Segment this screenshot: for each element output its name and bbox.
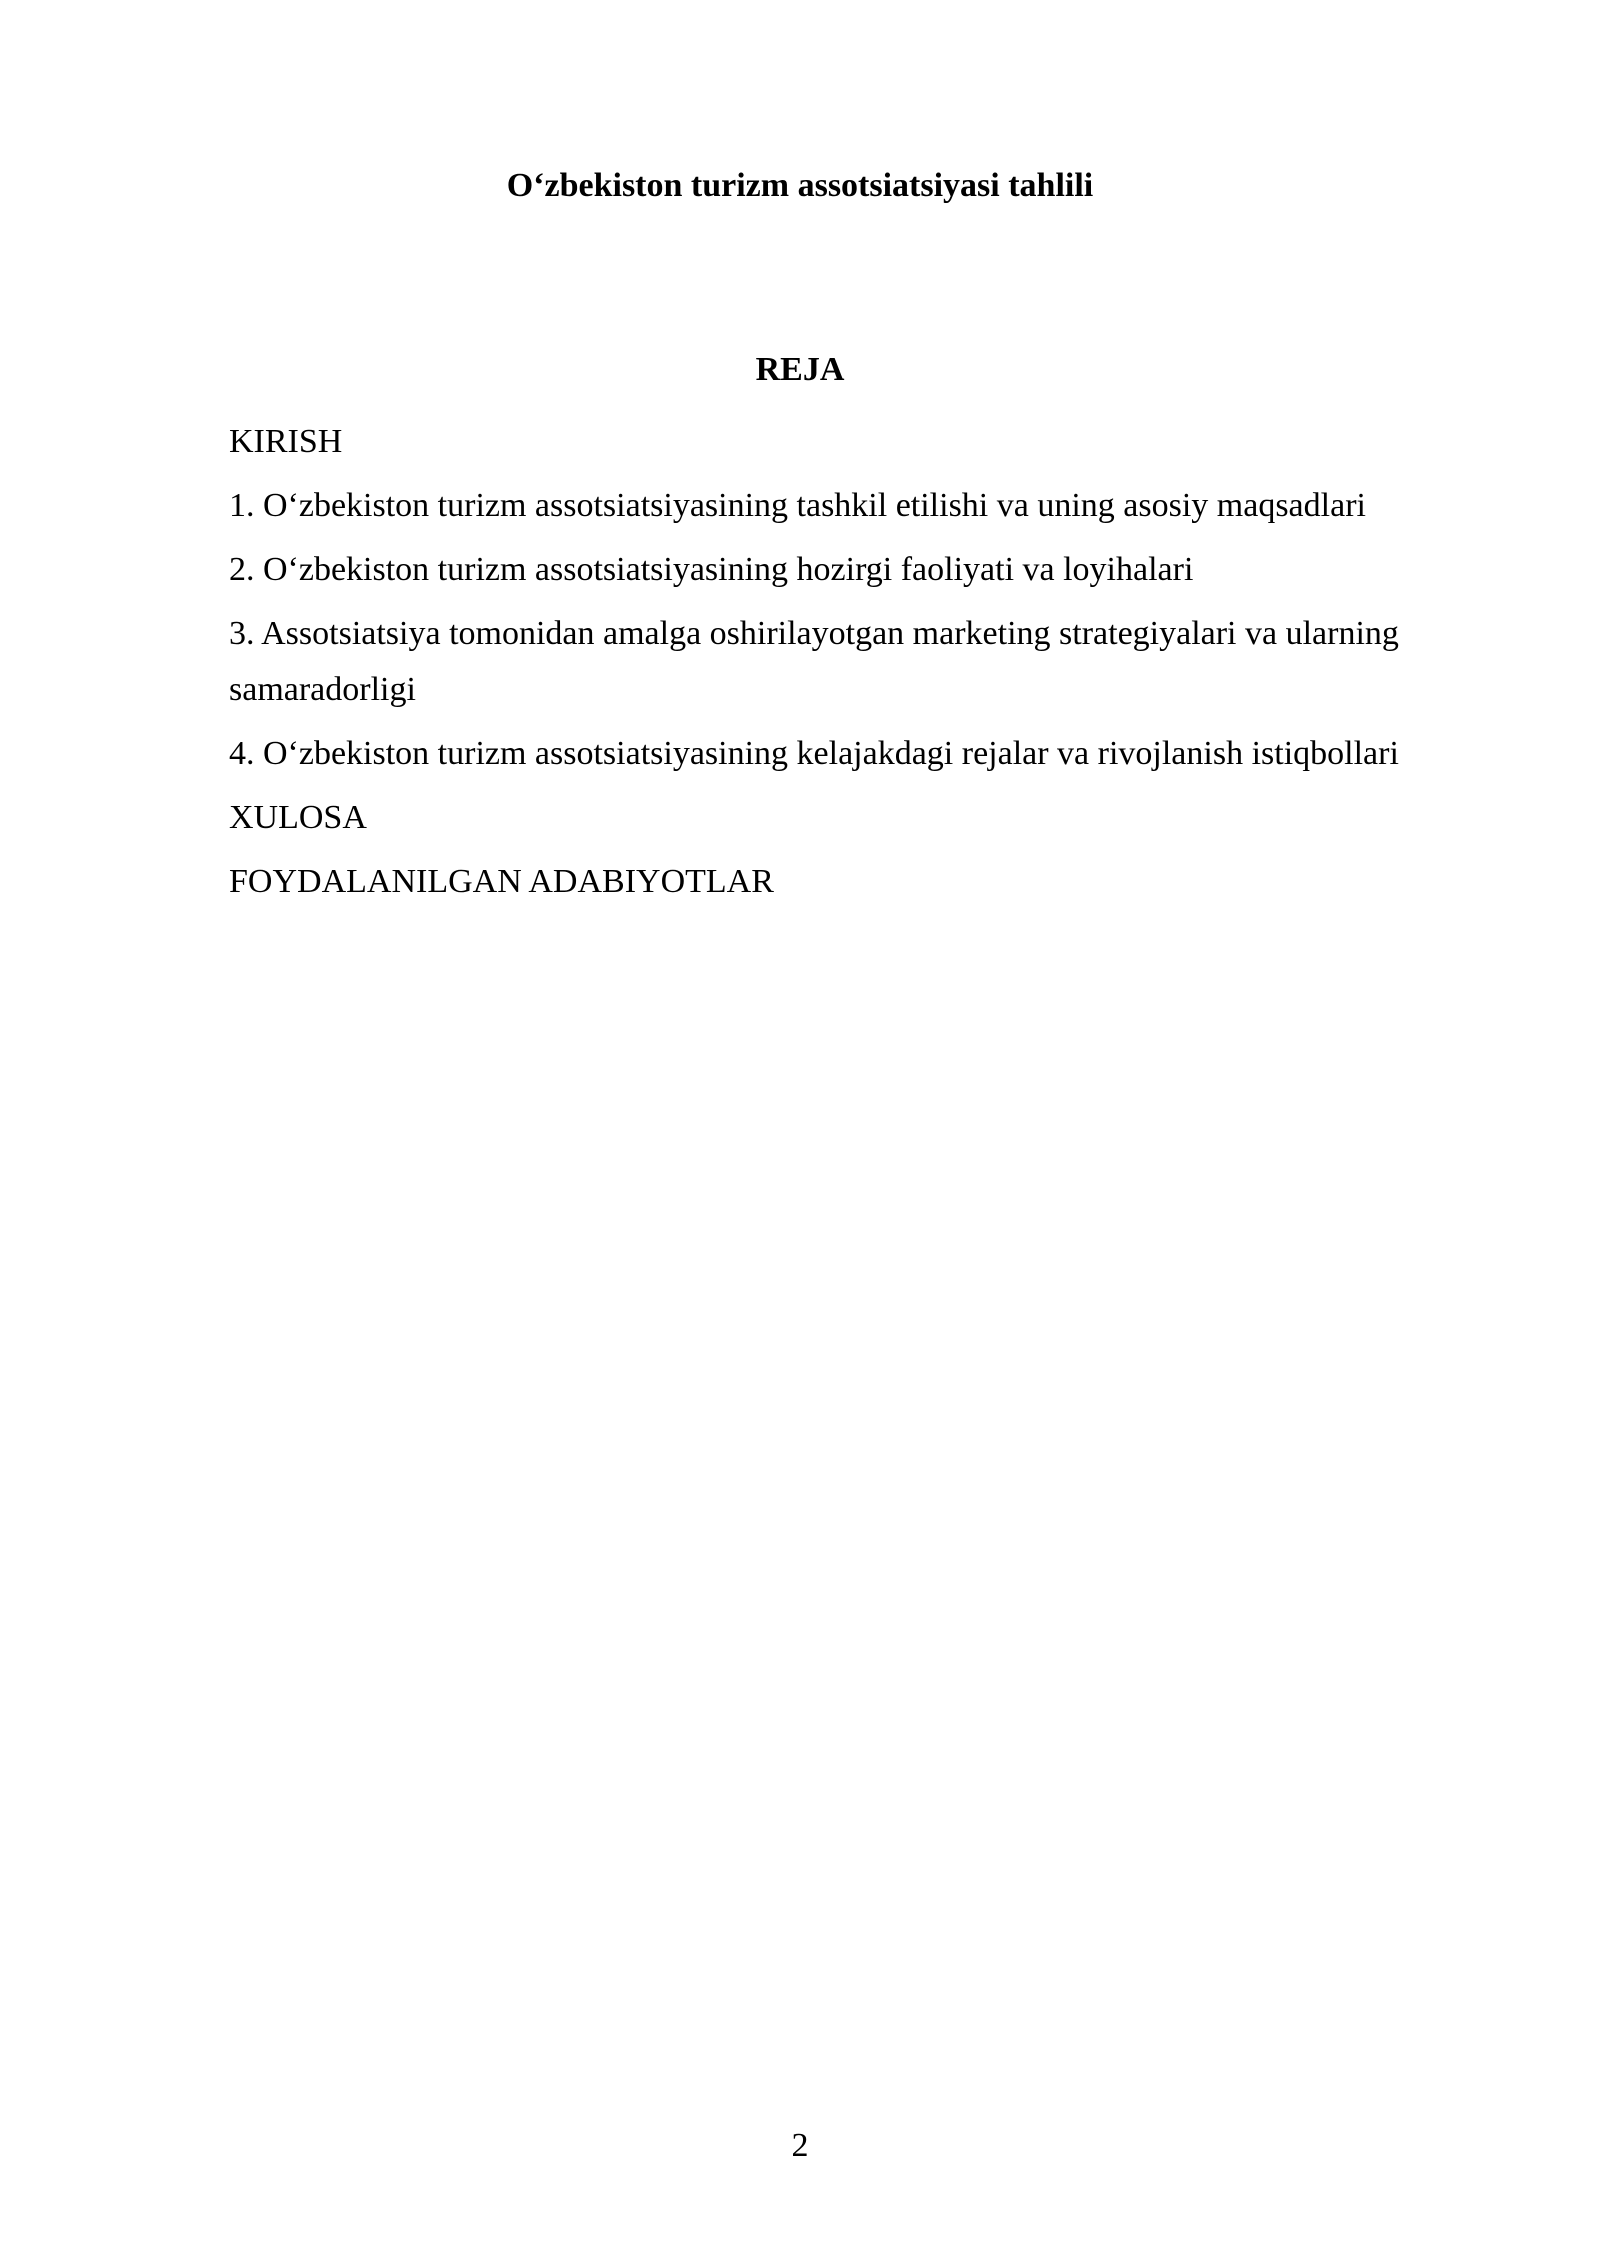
toc-item-conclusion: XULOSA [229,799,367,836]
toc-item-introduction: KIRISH [229,423,343,460]
document-title: O‘zbekiston turizm assotsiatsiyasi tahlili [506,167,1094,204]
toc-item-references: FOYDALANILGAN ADABIYOTLAR [229,863,774,900]
toc-item-section-4: 4. O‘zbekiston turizm assotsiatsiyasining kelajakdagi rejalar va rivojlanish istiqbollari [229,735,1399,772]
toc-item-section-1: 1. O‘zbekiston turizm assotsiatsiyasining tashkil etilishi va uning asosiy maqsadlari [229,487,1366,524]
table-of-contents [229,414,1409,918]
toc-item-section-2: 2. O‘zbekiston turizm assotsiatsiyasining hozirgi faoliyati va loyihalari [229,551,1194,588]
plan-heading: REJA [755,351,845,388]
page-number: 2 [791,2127,809,2164]
toc-item-section-3: 3. Assotsiatsiya tomonidan amalga oshirilayotgan marketing strategiyalari va ularning samaradorligi [229,615,1399,708]
